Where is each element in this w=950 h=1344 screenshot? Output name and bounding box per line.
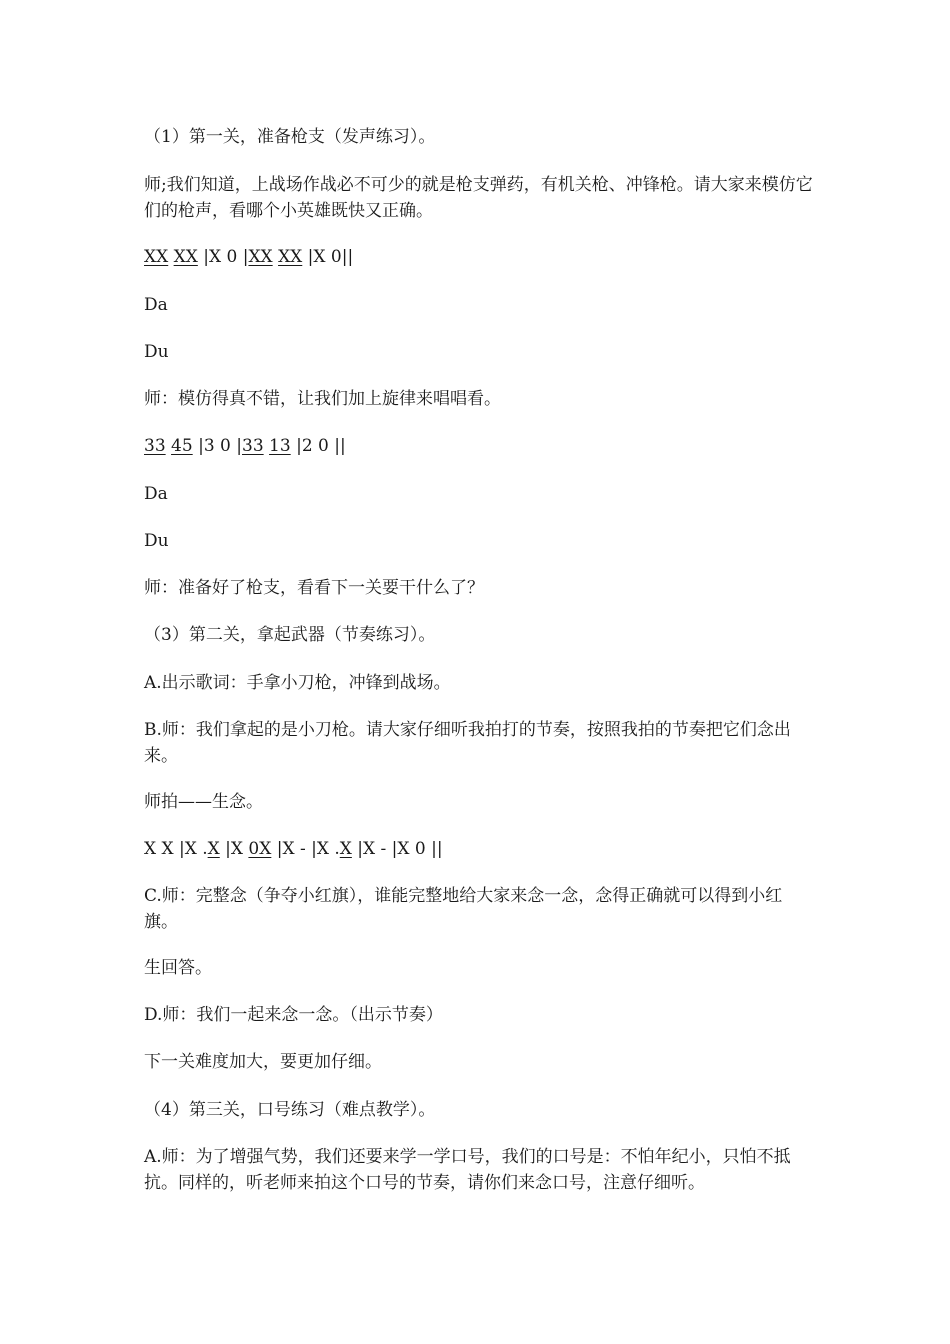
rhythm-segment: |X - |X 0 || (351, 839, 443, 859)
rhythm-note: 0X (248, 839, 272, 859)
rhythm-segment: X X |X . (144, 839, 208, 859)
section-4-heading: （4）第三关，口号练习（难点教学）。 (144, 1100, 436, 1120)
section-1-heading: （1）第一关，准备枪支（发声练习）。 (144, 127, 436, 147)
rhythm-note: XX (144, 247, 169, 267)
rhythm-note: X (339, 839, 352, 859)
melody-note: 33 (242, 436, 264, 456)
teacher-clap-line: 师拍——生念。 (144, 792, 263, 812)
rhythm-segment: |X 0 | (197, 247, 249, 267)
rhythm-note: XX (173, 247, 198, 267)
rhythm-segment: |X 0|| (302, 247, 354, 267)
section-3-heading: （3）第二关，拿起武器（节奏练习）。 (144, 625, 436, 645)
rhythm-line-2 (144, 836, 816, 862)
rhythm-note: XX (278, 247, 303, 267)
teacher-line-next: 师：准备好了枪支，看看下一关要干什么了？ (144, 578, 484, 598)
melody-note: 13 (269, 436, 291, 456)
item-a-lyrics: A.出示歌词：手拿小刀枪，冲锋到战场。 (144, 673, 451, 693)
teacher-line-melody: 师：模仿得真不错，让我们加上旋律来唱唱看。 (144, 389, 501, 409)
melody-line-1 (144, 433, 816, 459)
rhythm-note: XX (248, 247, 273, 267)
melody-note: 45 (171, 436, 193, 456)
syllable-du: Du (144, 531, 169, 551)
rhythm-line-1 (144, 244, 816, 270)
next-level-note: 下一关难度加大，要更加仔细。 (144, 1052, 382, 1072)
syllable-du: Du (144, 342, 169, 362)
item-c-teacher: C.师：完整念（争夺小红旗），谁能完整地给大家来念一念，念得正确就可以得到小红旗。 (144, 886, 783, 932)
melody-segment: |3 0 | (192, 436, 242, 456)
teacher-paragraph-guns: 师;我们知道，上战场作战必不可少的就是枪支弹药，有机关枪、冲锋枪。请大家来模仿它们的枪声，看哪个小英雄既快又正确。 (144, 175, 813, 221)
rhythm-segment: |X (219, 839, 249, 859)
melody-note: 33 (144, 436, 166, 456)
item-a-slogan: A.师：为了增强气势，我们还要来学一学口号，我们的口号是：不怕年纪小，只怕不抵抗。同样的，听老师来拍这个口号的节奏，请你们来念口号，注意仔细听。 (144, 1147, 791, 1193)
item-b-teacher: B.师：我们拿起的是小刀枪。请大家仔细听我拍打的节奏，按照我拍的节奏把它们念出来。 (144, 720, 791, 766)
syllable-da: Da (144, 295, 168, 315)
student-answer: 生回答。 (144, 958, 212, 978)
rhythm-segment: |X - |X . (271, 839, 340, 859)
melody-segment: |2 0 || (290, 436, 346, 456)
item-d-teacher: D.师：我们一起来念一念。（出示节奏） (144, 1005, 443, 1025)
syllable-da: Da (144, 484, 168, 504)
rhythm-note: X (207, 839, 220, 859)
